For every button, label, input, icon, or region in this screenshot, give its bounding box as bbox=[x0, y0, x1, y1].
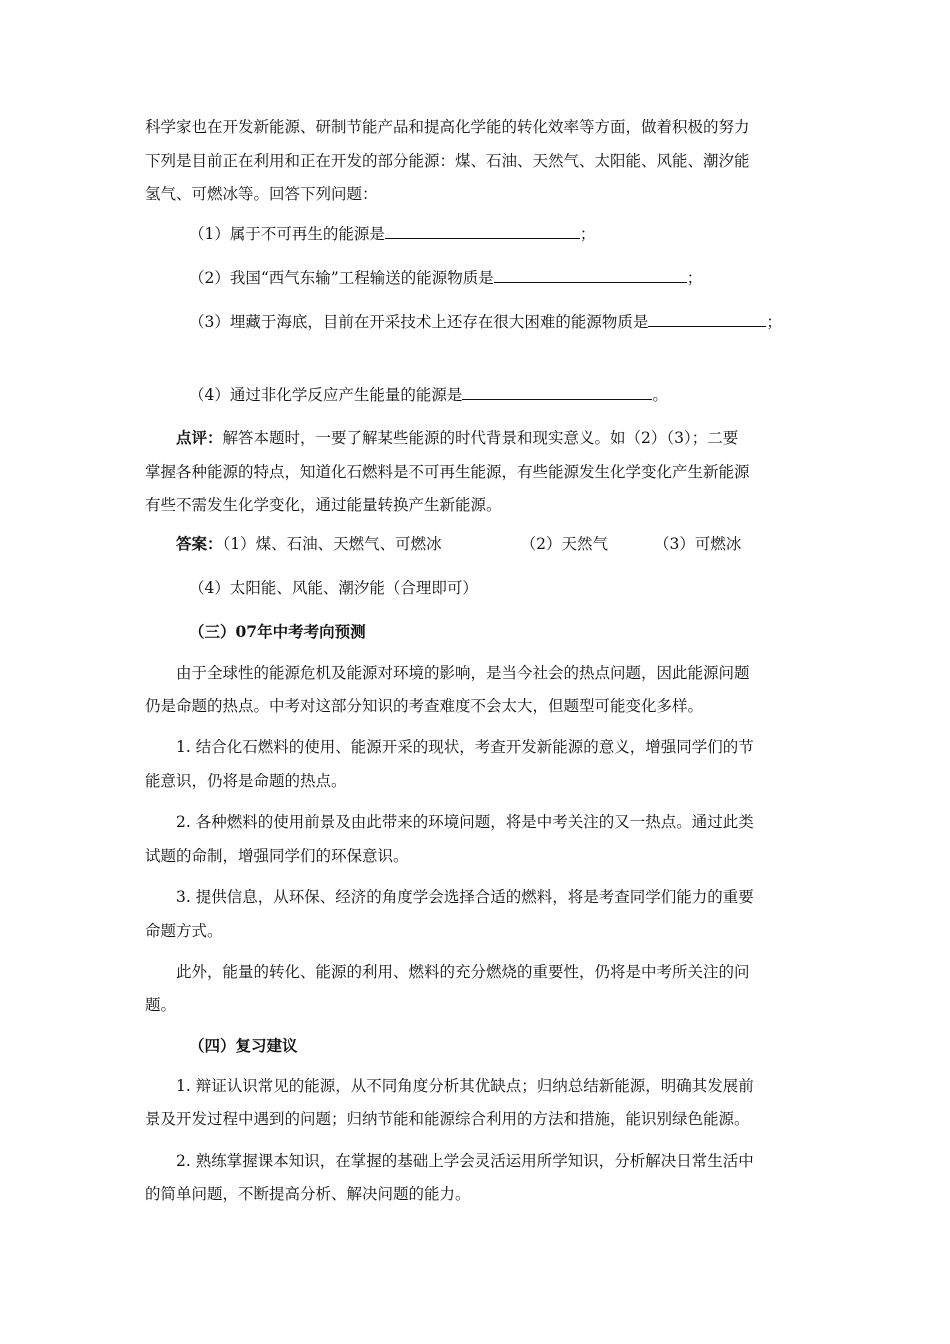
comment-line-2: 掌握各种能源的特点，知道化石燃料是不可再生能源，有些能源发生化学变化产生新能源 bbox=[145, 463, 750, 481]
intro-line-1: 科学家也在开发新能源、研制节能产品和提高化学能的转化效率等方面，做着积极的努力 bbox=[145, 118, 750, 136]
section-3-p2-line-2: 能意识，仍将是命题的热点。 bbox=[145, 772, 347, 790]
question-3-blank bbox=[648, 311, 766, 327]
comment-line-3: 有些不需发生化学变化，通过能量转换产生新能源。 bbox=[145, 496, 502, 514]
answer-2: （2）天然气 bbox=[520, 535, 609, 553]
question-2-text: （2）我国“西气东输”工程输送的能源物质是 bbox=[189, 269, 494, 287]
question-1 bbox=[189, 223, 869, 244]
comment-label: 点评： bbox=[176, 428, 223, 447]
intro-line-2: 下列是目前正在利用和正在开发的部分能源：煤、石油、天然气、太阳能、风能、潮汐能 bbox=[145, 152, 750, 170]
question-4-blank bbox=[462, 384, 652, 400]
answer-line-1 bbox=[176, 534, 856, 554]
question-3-text: （3）埋藏于海底，目前在开采技术上还存在很大困难的能源物质是 bbox=[189, 313, 649, 331]
question-1-blank bbox=[385, 223, 580, 239]
question-2 bbox=[189, 267, 869, 288]
question-3-end: ； bbox=[766, 313, 782, 331]
question-4-end: 。 bbox=[652, 386, 668, 404]
question-2-blank bbox=[494, 267, 687, 283]
answer-1: （1）煤、石油、天燃气、可燃冰 bbox=[222, 535, 442, 553]
section-4-p2-line-1: 2. 熟练掌握课本知识，在掌握的基础上学会灵活运用所学知识，分析解决日常生活中 bbox=[176, 1152, 754, 1170]
section-4-p1-line-2: 景及开发过程中遇到的问题；归纳节能和能源综合利用的方法和措施，能识别绿色能源。 bbox=[145, 1110, 750, 1128]
answer-line-2: （4）太阳能、风能、潮汐能（合理即可） bbox=[189, 579, 478, 597]
question-3 bbox=[189, 311, 829, 332]
section-4-p2-line-2: 的简单问题，不断提高分析、解决问题的能力。 bbox=[145, 1185, 471, 1203]
section-3-p3-line-2: 试题的命制，增强同学们的环保意识。 bbox=[145, 847, 409, 865]
comment-text-1: 解答本题时，一要了解某些能源的时代背景和现实意义。如（2）（3）；二要 bbox=[222, 429, 739, 447]
section-3-p1-line-1: 由于全球性的能源危机及能源对环境的影响，是当今社会的热点问题，因此能源问题 bbox=[176, 664, 750, 682]
question-1-text: （1）属于不可再生的能源是 bbox=[189, 225, 385, 243]
answer-label: 答案： bbox=[176, 534, 223, 553]
question-2-end: ； bbox=[686, 269, 703, 287]
section-3-heading: （三）07年中考考向预测 bbox=[189, 622, 366, 641]
intro-line-3: 氢气、可燃冰等。回答下列问题： bbox=[145, 185, 378, 203]
answer-3: （3）可燃冰 bbox=[654, 535, 742, 553]
section-3-p1-line-2: 仍是命题的热点。中考对这部分知识的考查难度不会太大，但题型可能变化多样。 bbox=[145, 697, 704, 715]
question-1-end: ； bbox=[579, 225, 596, 243]
section-3-p5-line-1: 此外，能量的转化、能源的利用、燃料的充分燃烧的重要性，仍将是中考所关注的问 bbox=[176, 963, 750, 981]
comment-line-1 bbox=[176, 428, 856, 448]
question-4-text: （4）通过非化学反应产生能量的能源是 bbox=[189, 386, 463, 404]
section-3-p3-line-1: 2. 各种燃料的使用前景及由此带来的环境问题，将是中考关注的又一热点。通过此类 bbox=[176, 813, 754, 831]
question-4 bbox=[189, 384, 869, 405]
section-3-p4-line-1: 3. 提供信息，从环保、经济的角度学会选择合适的燃料，将是考查同学们能力的重要 bbox=[176, 888, 754, 906]
section-3-p2-line-1: 1. 结合化石燃料的使用、能源开采的现状，考查开发新能源的意义，增强同学们的节 bbox=[176, 738, 754, 756]
section-3-p5-line-2: 题。 bbox=[145, 996, 177, 1014]
section-4-heading: （四）复习建议 bbox=[189, 1036, 298, 1055]
section-3-p4-line-2: 命题方式。 bbox=[145, 922, 223, 940]
section-4-p1-line-1: 1. 辩证认识常见的能源，从不同角度分析其优缺点；归纳总结新能源，明确其发展前 bbox=[176, 1077, 754, 1095]
